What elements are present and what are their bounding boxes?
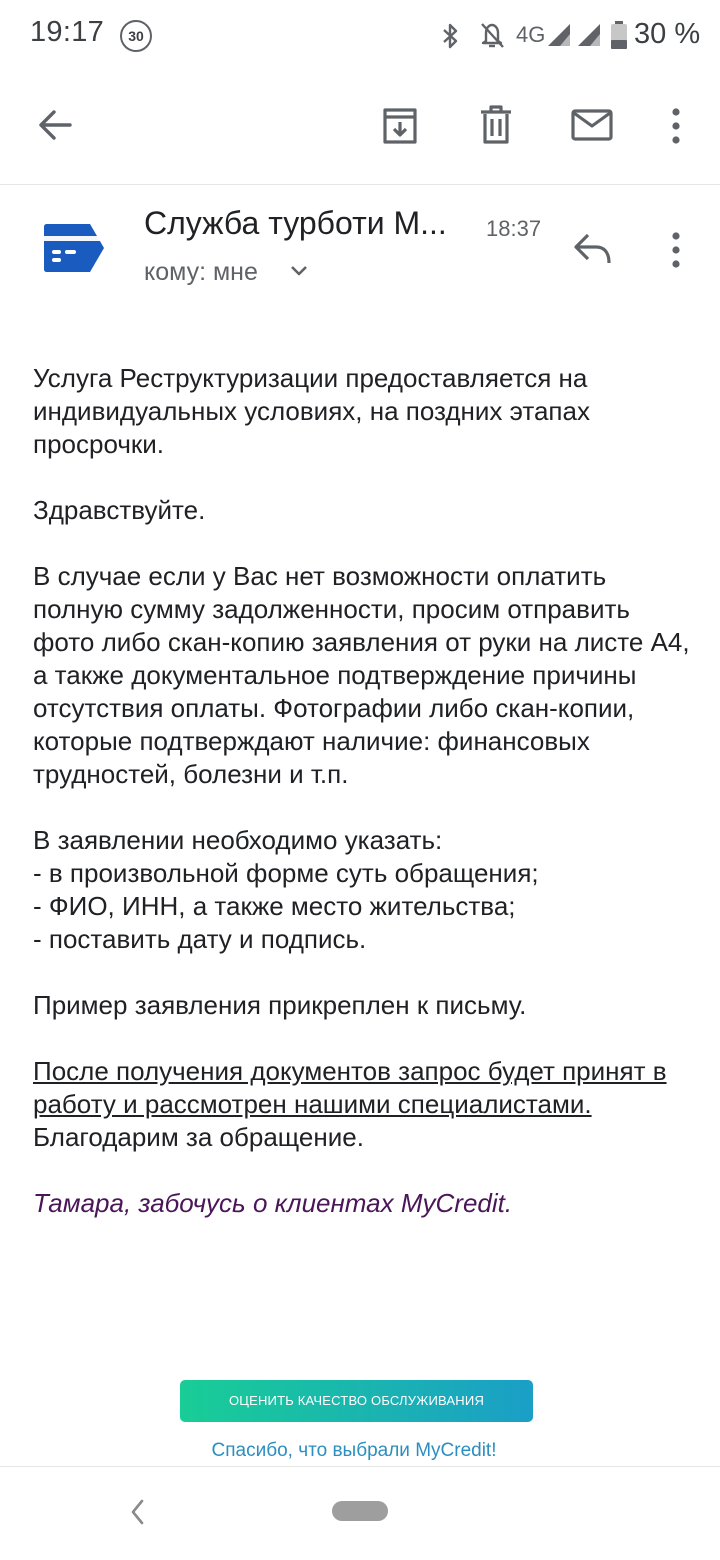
list-item: - в произвольной форме суть обращения; (33, 858, 539, 888)
battery-icon (610, 20, 628, 50)
network-type: 4G (516, 22, 546, 47)
list-item: - поставить дату и подпись. (33, 924, 367, 954)
back-arrow-icon[interactable] (34, 104, 76, 146)
message-toolbar (0, 72, 720, 185)
signature: Тамара, забочусь о клиентах MyCredit. (33, 1188, 513, 1218)
delete-icon[interactable] (478, 104, 514, 146)
rate-service-button[interactable]: ОЦЕНИТЬ КАЧЕСТВО ОБСЛУЖИВАНИЯ (180, 1380, 533, 1422)
notifications-off-icon (478, 20, 506, 50)
status-bar (0, 0, 720, 72)
bluetooth-icon (440, 22, 462, 50)
signal-icon-2 (576, 22, 602, 48)
chevron-down-icon[interactable] (290, 264, 308, 278)
sender-logo (44, 224, 104, 272)
signal-icon-1 (546, 22, 572, 48)
body-attachment-note: Пример заявления прикреплен к письму. (33, 990, 527, 1020)
battery-percent: 30 % (634, 18, 701, 50)
body-intro: Услуга Реструктуризации предоставляется на индивидуальных условиях, на поздних этапах просрочки. (33, 363, 590, 459)
body-processing-note: После получения документов запрос будет принят в работу и рассмотрен нашими специалистами. (33, 1056, 667, 1119)
body-greeting: Здравствуйте. (33, 495, 206, 525)
body-request: В случае если у Вас нет возможности оплатить полную сумму задолженности, просим отправить фото либо скан-копию заявления от руки на листе А4, а также документальное подтверждение причины отсутствия оплаты. Фотографии либо скан-копии, которые подтверждают наличие: финансовых трудностей, болезни и т.п. (33, 561, 690, 789)
mark-unread-icon[interactable] (570, 108, 614, 142)
nav-divider (0, 1466, 720, 1467)
recipient-line[interactable]: кому: мне (144, 258, 258, 286)
sender-name[interactable]: Служба турботи М... (144, 205, 447, 241)
body-thanks: Благодарим за обращение. (33, 1122, 364, 1152)
nav-back-icon[interactable] (126, 1496, 150, 1528)
reply-icon[interactable] (572, 232, 612, 266)
footer-thanks: Спасибо, что выбрали MyCredit! (211, 1440, 497, 1461)
nav-home-pill[interactable] (332, 1501, 388, 1521)
list-item: - ФИО, ИНН, а также место жительства; (33, 891, 516, 921)
message-more-icon[interactable] (664, 232, 688, 268)
body-list-intro: В заявлении необходимо указать: (33, 825, 443, 855)
message-body (33, 362, 693, 1220)
status-time: 19:17 (30, 16, 105, 48)
more-vert-icon[interactable] (664, 108, 688, 144)
message-time: 18:37 (486, 216, 542, 241)
archive-icon[interactable] (380, 104, 420, 146)
notification-count-badge: 30 (120, 20, 152, 52)
